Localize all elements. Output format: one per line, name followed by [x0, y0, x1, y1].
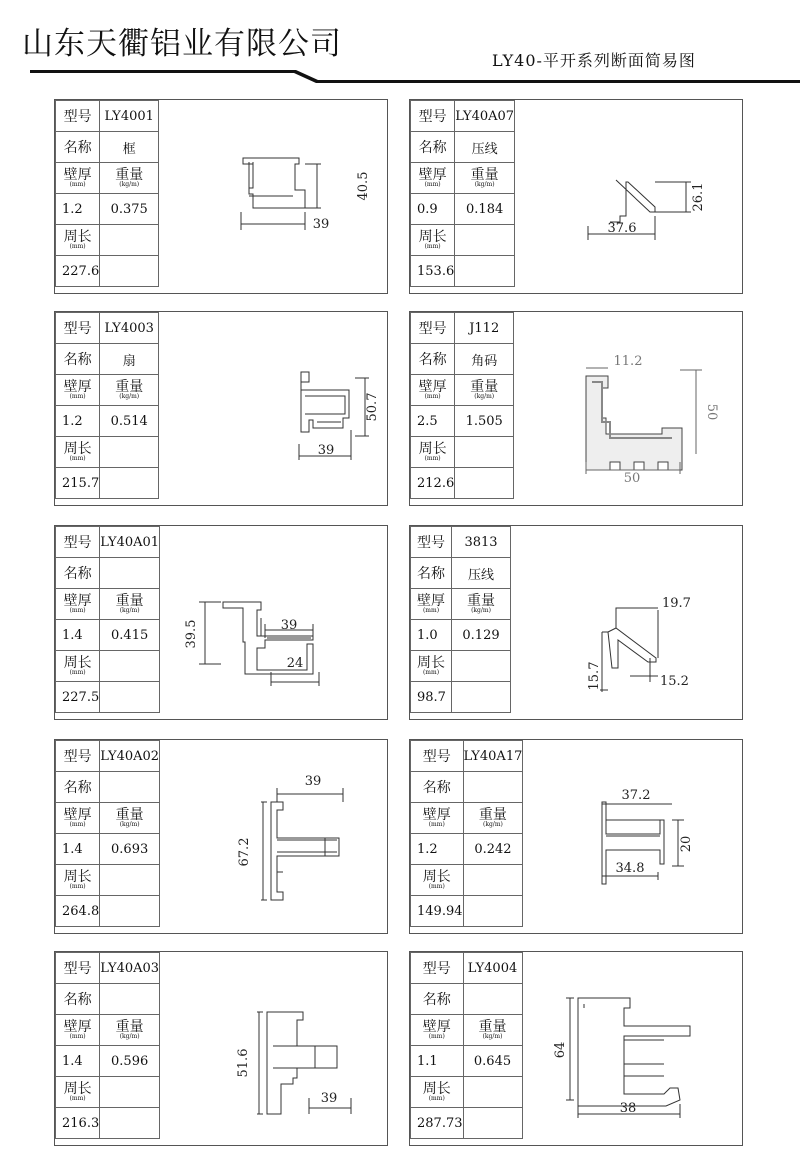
weight-label: 重量: [115, 593, 144, 609]
weight-label: 重量: [115, 379, 144, 395]
name-label: 名称: [422, 780, 451, 796]
name-label: 名称: [418, 352, 447, 368]
profile-card-ly40a17: [409, 739, 743, 934]
thickness-label: 壁厚: [417, 593, 445, 609]
cross-section-drawing: [510, 312, 742, 505]
profile-card-ly40a07: [409, 99, 743, 294]
perimeter-label: 周长: [63, 869, 92, 885]
section-svg: [155, 100, 387, 293]
dimension-label: 64: [553, 1041, 568, 1059]
model-value: LY4004: [463, 953, 522, 984]
thickness-value: 1.4: [56, 620, 100, 651]
weight-label: 重量: [115, 807, 144, 823]
thickness-unit: (mm): [424, 181, 441, 188]
profile-card-ly4003: [54, 311, 388, 506]
dimension-label: 51.6: [236, 1048, 251, 1078]
thickness-value: 1.4: [56, 1046, 100, 1077]
document-title: LY40-平开系列断面简易图: [492, 51, 696, 70]
company-name: 山东天衢铝业有限公司: [22, 26, 342, 62]
perimeter-value: 264.8: [56, 896, 100, 927]
thickness-unit: (mm): [69, 393, 86, 400]
perimeter-value: 287.73: [411, 1108, 464, 1139]
perimeter-value: 227.6: [56, 256, 100, 287]
model-label: 型号: [417, 535, 445, 551]
cross-section-drawing: [510, 740, 742, 933]
spec-table: [410, 526, 511, 713]
name-label: 名称: [417, 566, 445, 582]
spec-table: [410, 100, 515, 287]
perimeter-value: 149.94: [411, 896, 464, 927]
dimension-label: 40.5: [356, 171, 371, 201]
spec-table: [55, 952, 160, 1139]
weight-unit: (kg/m): [482, 821, 503, 828]
perimeter-label: 周长: [63, 655, 92, 671]
dimension-label: 50: [623, 471, 641, 486]
weight-label: 重量: [467, 593, 495, 609]
name-value: 压线: [455, 132, 515, 163]
name-value: 扇: [100, 344, 159, 375]
spec-table: [55, 740, 160, 927]
perimeter-label: 周长: [63, 229, 92, 245]
perimeter-unit: (mm): [424, 243, 441, 250]
perimeter-unit: (mm): [69, 455, 86, 462]
dimension-label: 39: [312, 217, 330, 232]
thickness-value: 1.2: [56, 406, 100, 437]
weight-unit: (kg/m): [119, 821, 140, 828]
weight-label: 重量: [115, 167, 144, 183]
weight-value: 0.693: [100, 834, 160, 865]
perimeter-unit: (mm): [69, 1095, 86, 1102]
perimeter-unit: (mm): [69, 883, 86, 890]
thickness-value: 1.1: [411, 1046, 464, 1077]
name-label: 名称: [63, 992, 92, 1008]
cross-section-drawing: [510, 952, 742, 1145]
thickness-unit: (mm): [69, 821, 86, 828]
spec-table: [410, 312, 514, 499]
perimeter-value: 215.7: [56, 468, 100, 499]
weight-unit: (kg/m): [119, 393, 140, 400]
thickness-value: 0.9: [411, 194, 455, 225]
section-svg: [155, 952, 387, 1145]
model-value: LY4001: [100, 101, 159, 132]
perimeter-unit: (mm): [69, 243, 86, 250]
weight-label: 重量: [470, 379, 499, 395]
dimension-label: 39: [304, 774, 322, 789]
weight-value: 0.129: [452, 620, 511, 651]
model-label: 型号: [422, 961, 451, 977]
model-value: LY40A03: [100, 953, 160, 984]
section-svg: [155, 312, 387, 505]
name-label: 名称: [422, 992, 451, 1008]
section-svg: [510, 312, 742, 505]
weight-unit: (kg/m): [119, 607, 140, 614]
perimeter-unit: (mm): [424, 455, 441, 462]
model-label: 型号: [63, 961, 92, 977]
model-label: 型号: [63, 109, 92, 125]
thickness-label: 壁厚: [63, 593, 92, 609]
perimeter-label: 周长: [63, 1081, 92, 1097]
thickness-label: 壁厚: [63, 379, 92, 395]
dimension-label: 15.7: [587, 661, 602, 691]
name-value: 压线: [452, 558, 511, 589]
dimension-label: 24: [286, 656, 304, 671]
name-value: [100, 984, 160, 1015]
model-value: LY40A01: [100, 527, 160, 558]
dimension-label: 39: [320, 1091, 338, 1106]
cross-section-drawing: [155, 526, 387, 719]
thickness-label: 壁厚: [422, 1019, 451, 1035]
weight-unit: (kg/m): [119, 1033, 140, 1040]
section-svg: [155, 740, 387, 933]
perimeter-label: 周长: [422, 1081, 451, 1097]
thickness-unit: (mm): [428, 821, 445, 828]
profile-card-ly4001: [54, 99, 388, 294]
name-label: 名称: [63, 352, 92, 368]
model-value: 3813: [452, 527, 511, 558]
thickness-unit: (mm): [69, 1033, 86, 1040]
profile-card-ly4004: [409, 951, 743, 1146]
name-value: 框: [100, 132, 159, 163]
name-value: 角码: [455, 344, 514, 375]
perimeter-unit: (mm): [422, 669, 440, 676]
thickness-unit: (mm): [422, 607, 440, 614]
dimension-label: 26.1: [691, 182, 706, 212]
model-label: 型号: [63, 321, 92, 337]
perimeter-value: 98.7: [411, 682, 452, 713]
spec-table: [55, 526, 160, 713]
model-label: 型号: [63, 535, 92, 551]
weight-value: 0.645: [463, 1046, 522, 1077]
weight-label: 重量: [470, 167, 499, 183]
thickness-value: 1.2: [56, 194, 100, 225]
profile-card-ly40a01: [54, 525, 388, 720]
section-svg: [510, 952, 742, 1145]
spec-table: [410, 740, 523, 927]
dimension-label: 34.8: [615, 861, 645, 876]
name-label: 名称: [63, 566, 92, 582]
dimension-label: 39: [280, 618, 298, 633]
dimension-label: 50.7: [365, 392, 380, 422]
dimension-label: 37.6: [607, 221, 637, 236]
perimeter-unit: (mm): [69, 669, 86, 676]
spec-table: [55, 100, 159, 287]
thickness-value: 1.4: [56, 834, 100, 865]
weight-value: 0.514: [100, 406, 159, 437]
perimeter-unit: (mm): [428, 883, 445, 890]
thickness-label: 壁厚: [63, 167, 92, 183]
weight-unit: (kg/m): [482, 1033, 503, 1040]
model-label: 型号: [422, 749, 451, 765]
profile-card-j112: [409, 311, 743, 506]
thickness-unit: (mm): [424, 393, 441, 400]
spec-table: [55, 312, 159, 499]
dimension-label: 39: [317, 443, 335, 458]
weight-unit: (kg/m): [471, 607, 491, 614]
cross-section-drawing: [155, 312, 387, 505]
name-label: 名称: [63, 780, 92, 796]
section-svg: [510, 740, 742, 933]
perimeter-value: 227.5: [56, 682, 100, 713]
section-svg: [510, 526, 742, 719]
weight-value: 0.596: [100, 1046, 160, 1077]
weight-value: 1.505: [455, 406, 514, 437]
name-value: [100, 772, 160, 803]
model-label: 型号: [63, 749, 92, 765]
dimension-label: 38: [619, 1101, 637, 1116]
thickness-label: 壁厚: [422, 807, 451, 823]
spec-table: [410, 952, 523, 1139]
dimension-label: 39.5: [184, 619, 199, 649]
dimension-label: 11.2: [613, 354, 643, 369]
model-value: LY40A17: [463, 741, 523, 772]
model-label: 型号: [418, 321, 447, 337]
thickness-unit: (mm): [428, 1033, 445, 1040]
weight-unit: (kg/m): [119, 181, 140, 188]
perimeter-value: 216.3: [56, 1108, 100, 1139]
weight-value: 0.242: [463, 834, 523, 865]
model-label: 型号: [418, 109, 447, 125]
perimeter-label: 周长: [63, 441, 92, 457]
thickness-value: 1.2: [411, 834, 464, 865]
perimeter-label: 周长: [422, 869, 451, 885]
dimension-label: 15.2: [660, 674, 689, 689]
profile-card-ly40a02: [54, 739, 388, 934]
section-svg: [510, 100, 742, 293]
name-value: [100, 558, 160, 589]
name-label: 名称: [418, 140, 447, 156]
thickness-label: 壁厚: [63, 1019, 92, 1035]
cross-section-drawing: [155, 952, 387, 1145]
thickness-unit: (mm): [69, 607, 86, 614]
perimeter-label: 周长: [418, 229, 447, 245]
weight-unit: (kg/m): [474, 393, 495, 400]
weight-label: 重量: [478, 1019, 507, 1035]
profile-card-ly40a03: [54, 951, 388, 1146]
header-rule: [0, 0, 800, 90]
dimension-label: 37.2: [621, 788, 651, 803]
weight-value: 0.415: [100, 620, 160, 651]
thickness-value: 2.5: [411, 406, 455, 437]
cross-section-drawing: [155, 100, 387, 293]
model-value: LY40A02: [100, 741, 160, 772]
dimension-label: 67.2: [237, 837, 252, 867]
dimension-label: 20: [679, 835, 694, 853]
section-svg: [155, 526, 387, 719]
perimeter-unit: (mm): [428, 1095, 445, 1102]
weight-value: 0.375: [100, 194, 159, 225]
thickness-label: 壁厚: [418, 379, 447, 395]
thickness-value: 1.0: [411, 620, 452, 651]
weight-label: 重量: [115, 1019, 144, 1035]
perimeter-label: 周长: [417, 655, 445, 671]
cross-section-drawing: [510, 526, 742, 719]
cross-section-drawing: [155, 740, 387, 933]
thickness-label: 壁厚: [418, 167, 447, 183]
weight-label: 重量: [478, 807, 507, 823]
perimeter-value: 212.6: [411, 468, 455, 499]
cross-section-drawing: [510, 100, 742, 293]
perimeter-value: 153.6: [411, 256, 455, 287]
dimension-label: 50: [704, 403, 719, 421]
model-value: LY40A07: [455, 101, 515, 132]
dimension-label: 19.7: [662, 596, 691, 611]
thickness-label: 壁厚: [63, 807, 92, 823]
profile-card-3813: [409, 525, 743, 720]
weight-unit: (kg/m): [474, 181, 495, 188]
model-value: J112: [455, 313, 514, 344]
model-value: LY4003: [100, 313, 159, 344]
thickness-unit: (mm): [69, 181, 86, 188]
name-label: 名称: [63, 140, 92, 156]
perimeter-label: 周长: [418, 441, 447, 457]
weight-value: 0.184: [455, 194, 515, 225]
